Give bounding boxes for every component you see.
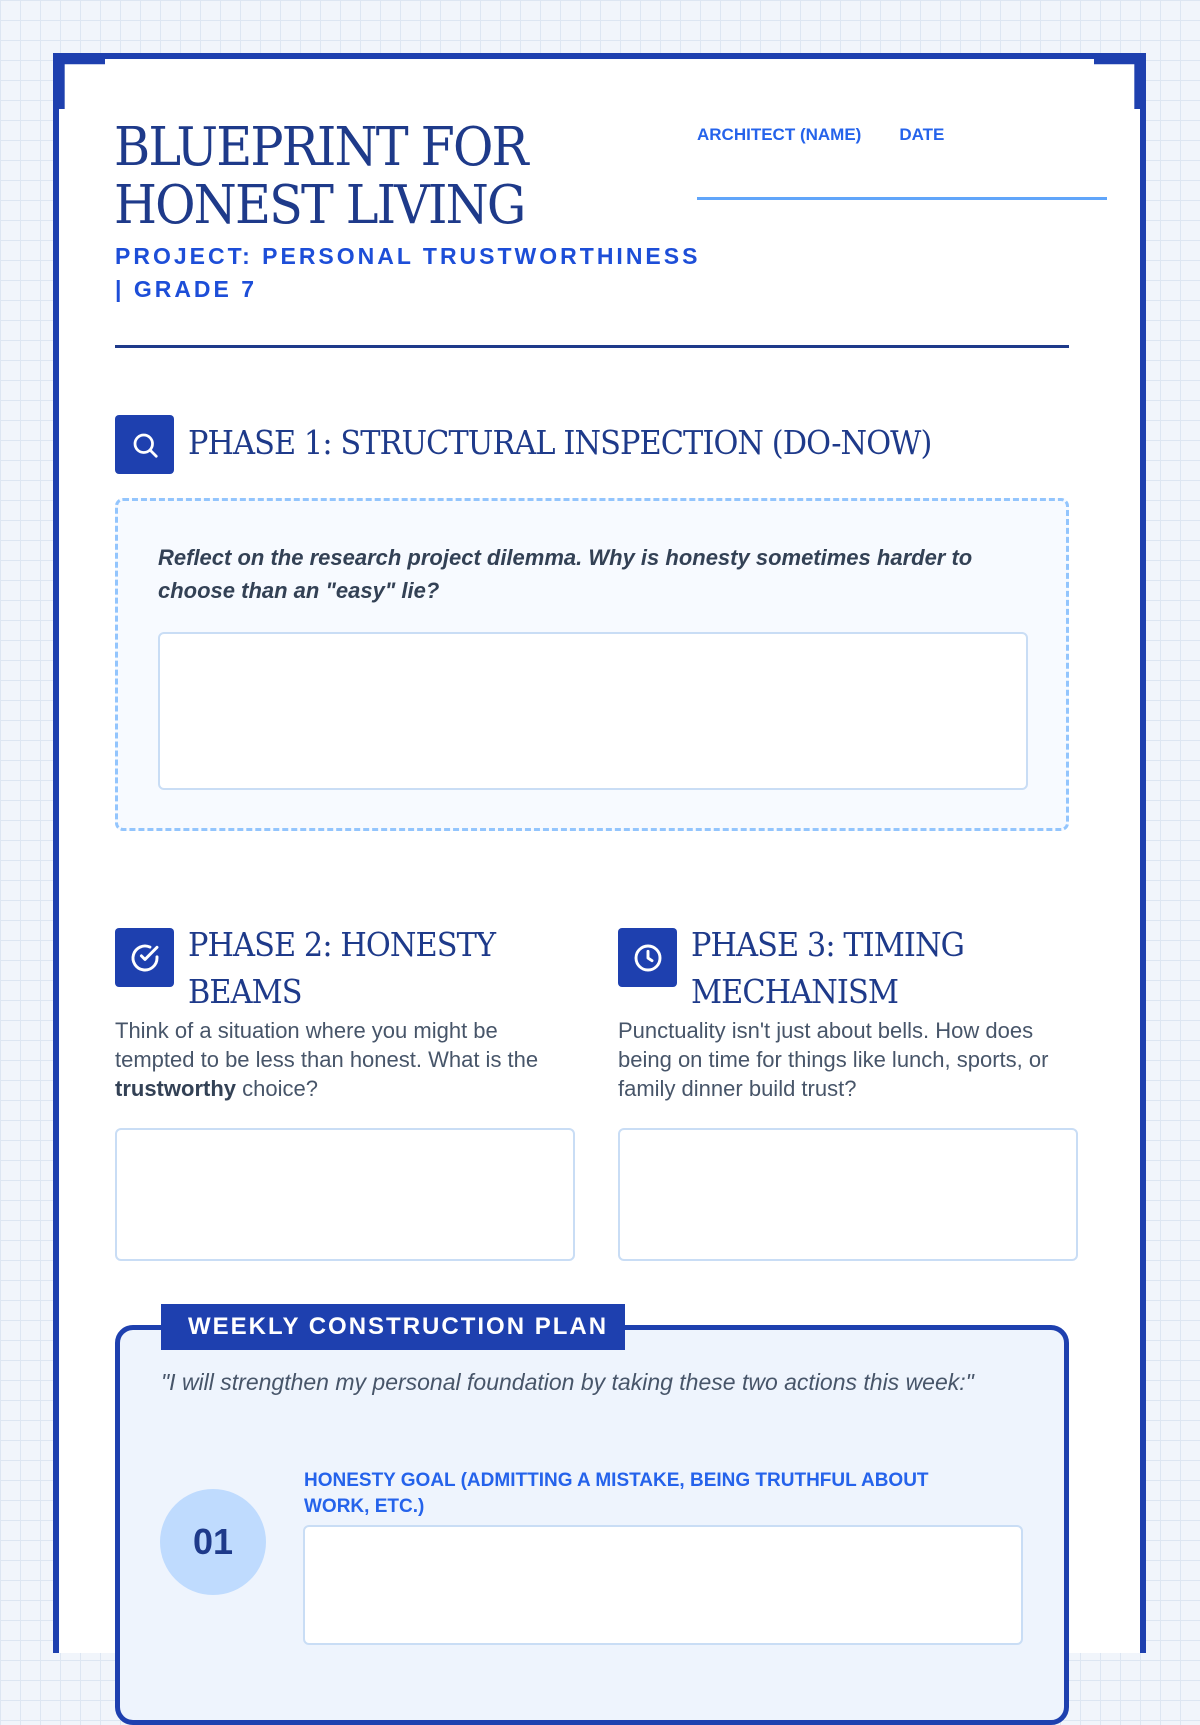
- phase-2-header: [115, 921, 575, 1015]
- phase-2-prompt-start: Think of a situation where you might be tempted to be less than honest. What is the: [115, 1018, 539, 1072]
- goal-answer-field[interactable]: [303, 1525, 1023, 1645]
- weekly-plan-tab: WEEKLY CONSTRUCTION PLAN: [161, 1304, 625, 1350]
- search-icon: [115, 415, 174, 474]
- goal-number-badge: 01: [160, 1489, 266, 1595]
- name-date-block: [697, 125, 1107, 200]
- phase-1-box: [115, 498, 1069, 831]
- phase-3-header: [618, 921, 1078, 1015]
- check-circle-icon: [115, 928, 174, 987]
- title-line-1: BLUEPRINT FOR: [114, 117, 527, 178]
- phase-2-title: PHASE 2: HONESTY BEAMS: [188, 925, 496, 1011]
- phase-2-prompt-bold: trustworthy: [115, 1076, 236, 1101]
- phase-3-title: PHASE 3: TIMING MECHANISM: [691, 925, 964, 1011]
- corner-bracket-top-left: [57, 57, 105, 109]
- phase-3-answer-field[interactable]: [618, 1128, 1078, 1261]
- phase-2-prompt-end: choice?: [236, 1076, 318, 1101]
- project-subtitle: PROJECT: PERSONAL TRUSTWORTHINESS | GRADE 7: [115, 243, 701, 302]
- date-label: DATE: [899, 125, 945, 144]
- phase-1-title: PHASE 1: STRUCTURAL INSPECTION (DO-NOW): [188, 423, 932, 462]
- weekly-plan-quote: "I will strengthen my personal foundation by taking these two actions this week:": [161, 1369, 974, 1395]
- phase-2-answer-field[interactable]: [115, 1128, 575, 1261]
- name-date-field[interactable]: [697, 197, 1107, 200]
- corner-bracket-top-right: [1094, 57, 1142, 109]
- phase-1-answer-field[interactable]: [158, 632, 1028, 790]
- title-line-2: HONEST LIVING: [114, 175, 525, 236]
- worksheet: [53, 53, 1146, 1653]
- phase-2-prompt: [115, 1016, 571, 1103]
- clock-icon: [618, 928, 677, 987]
- weekly-plan-box: [115, 1313, 1069, 1725]
- phase-1-header: [115, 415, 996, 474]
- phase-3-prompt: Punctuality isn't just about bells. How does being on time for things like lunch, sports, or family dinner build trust?: [618, 1018, 1049, 1101]
- header-divider: [115, 345, 1069, 348]
- page-title: [114, 119, 527, 235]
- goal-label: HONESTY GOAL (ADMITTING A MISTAKE, BEING TRUTHFUL ABOUT WORK, ETC.): [304, 1470, 929, 1517]
- architect-name-label: ARCHITECT (NAME): [697, 125, 862, 144]
- phase-1-prompt: Reflect on the research project dilemma. Why is honesty sometimes harder to choose than an "easy" lie?: [158, 545, 973, 603]
